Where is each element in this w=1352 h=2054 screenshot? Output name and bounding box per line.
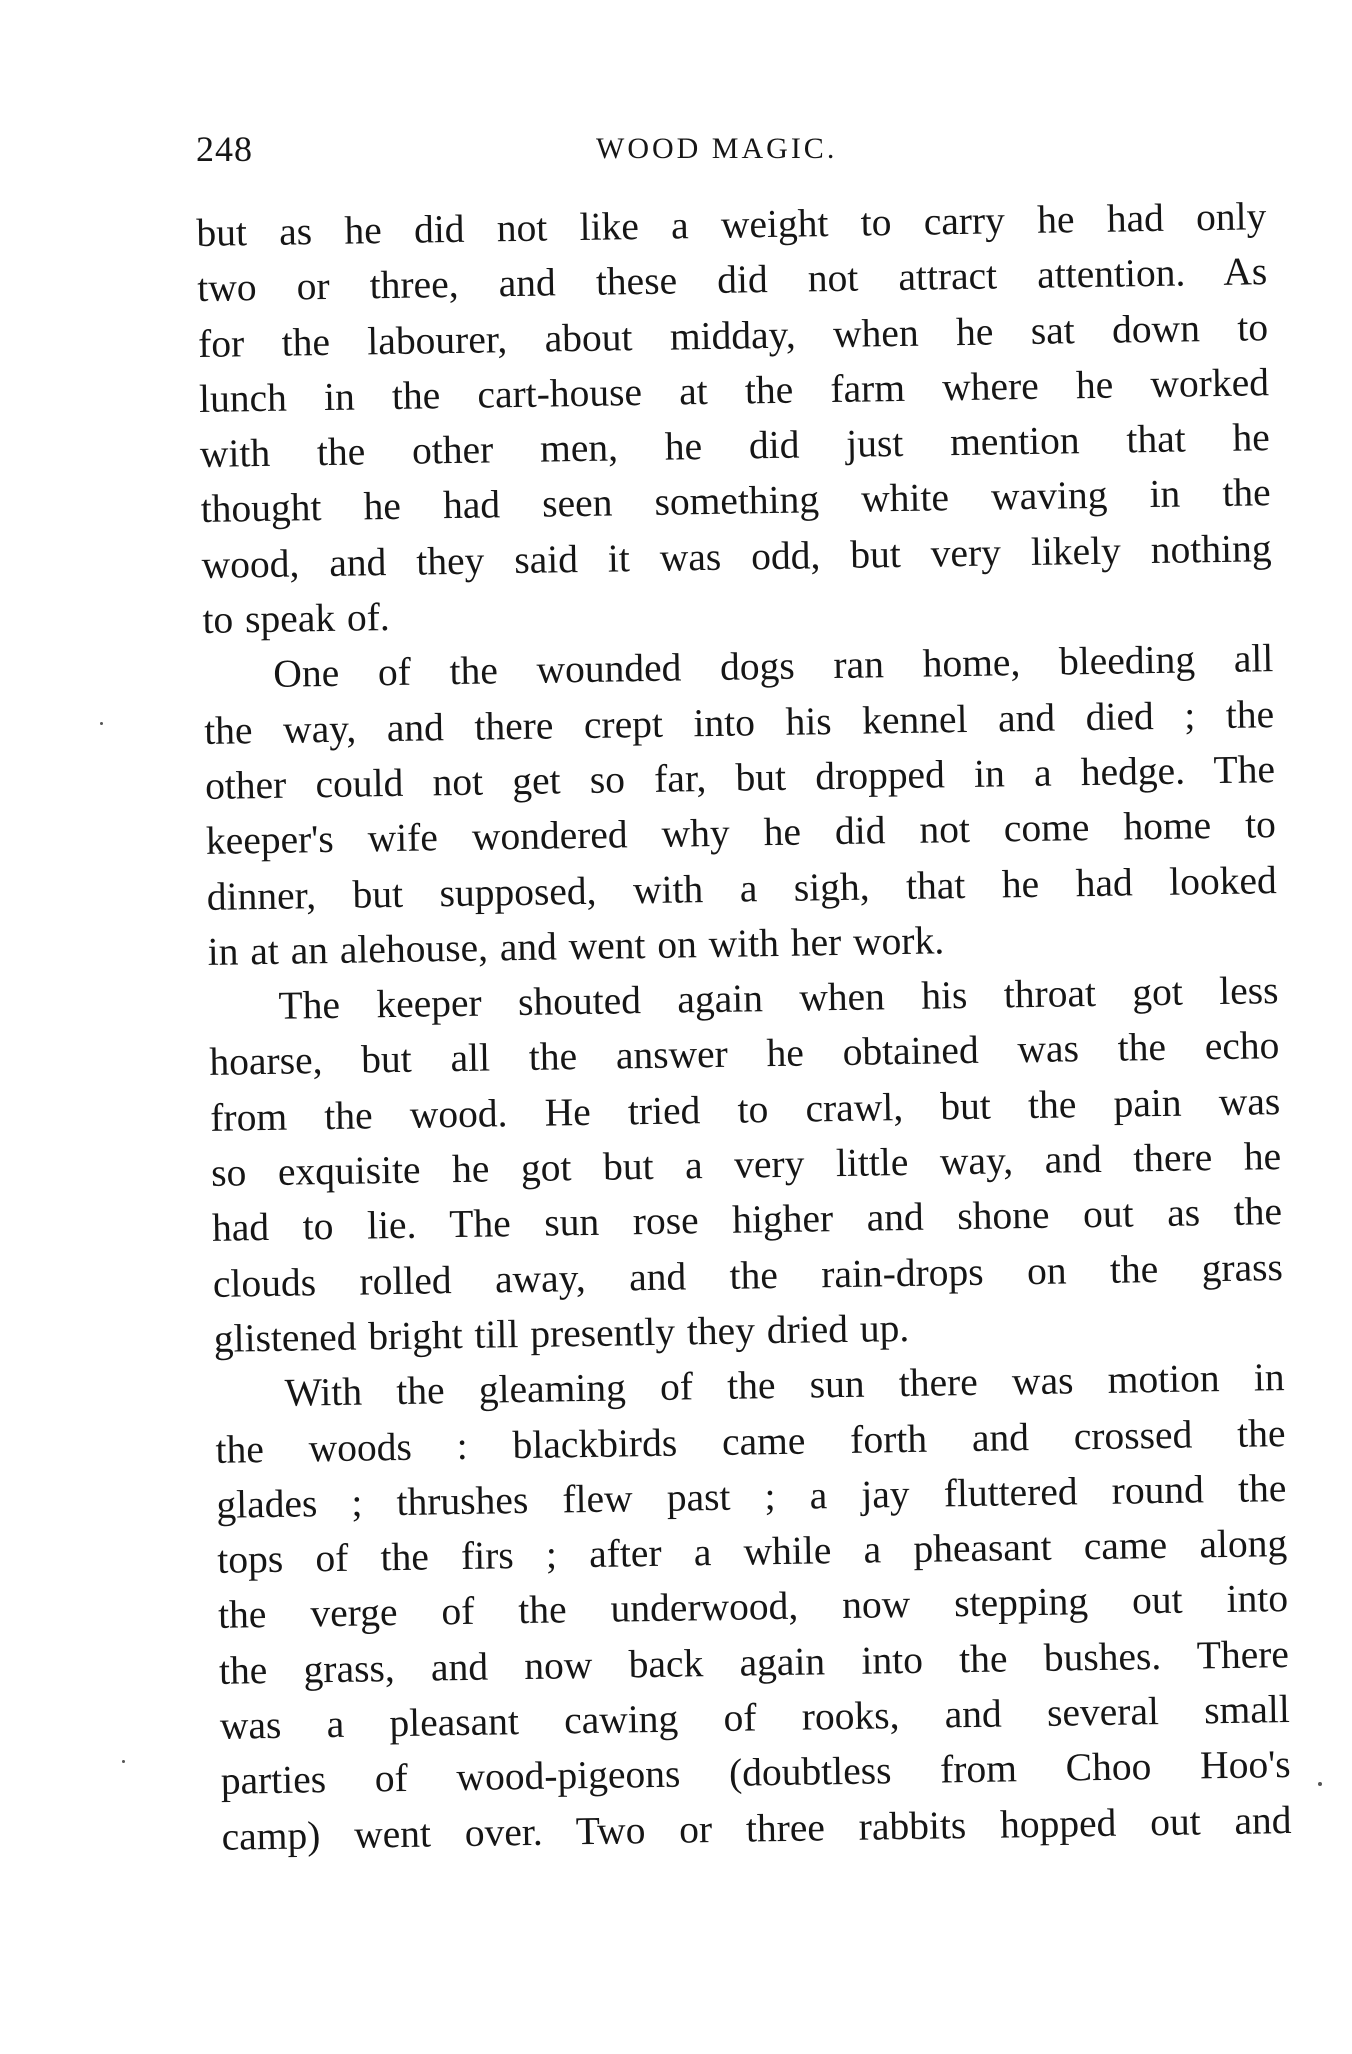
text-line: glistened bright till presently they dried up. — [213, 1305, 910, 1361]
text-line: to speak of. — [202, 595, 391, 643]
text-line: had to lie. The sun rose higher and shone out as the — [211, 1189, 1283, 1251]
text-line: from the wood. He tried to crawl, but the pain was — [209, 1078, 1281, 1140]
text-line: two or three, and these did not attract attention. As — [196, 249, 1268, 311]
text-line: wood, and they said it was odd, but very likely nothing — [201, 525, 1272, 587]
text-line: glades ; thrushes flew past ; a jay fluttered round the — [216, 1465, 1287, 1527]
text-line: One of the wounded dogs ran home, bleeding all — [273, 636, 1274, 697]
text-line: tops of the firs ; after a while a pheasant came along — [216, 1521, 1288, 1582]
running-head — [196, 128, 1276, 178]
text-line: thought he had seen something white waving in the — [200, 470, 1271, 532]
text-line: parties of wood-pigeons (doubtless from Choo Hoo's — [220, 1742, 1291, 1804]
text-line: with the other men, he did just mention that he — [199, 415, 1271, 477]
text-line: the way, and there crept into his kennel and died ; the — [203, 691, 1275, 753]
scan-speck — [122, 1760, 125, 1763]
text-line: keeper's wife wondered why he did not come home to — [205, 802, 1277, 864]
text-line: the verge of the underwood, now stepping out into — [217, 1576, 1289, 1638]
paragraph-1 — [196, 189, 1273, 648]
text-line: camp) went over. Two or three rabbits hopped out and — [221, 1797, 1292, 1859]
text-line: for the labourer, about midday, when he sat down to — [197, 304, 1269, 366]
text-line: was a pleasant cawing of rooks, and several small — [219, 1687, 1291, 1748]
text-line: hoarse, but all the answer he obtained was the echo — [209, 1023, 1280, 1085]
text-line: in at an alehouse, and went on with her work. — [207, 918, 945, 974]
text-line: the woods : blackbirds came forth and crossed the — [215, 1410, 1286, 1472]
text-line: dinner, but supposed, with a sigh, that he had looked — [206, 857, 1278, 919]
text-line: The keeper shouted again when his throat got less — [278, 968, 1279, 1028]
paragraph-4 — [214, 1350, 1292, 1864]
text-line: the grass, and now back again into the bushes. There — [218, 1631, 1290, 1693]
text-line: lunch in the cart-house at the farm where he worked — [198, 360, 1270, 421]
scan-speck — [100, 722, 103, 725]
paragraph-2 — [203, 632, 1278, 981]
text-line: but as he did not like a weight to carry he had only — [196, 194, 1267, 255]
text-line: clouds rolled away, and the rain-drops on the grass — [212, 1244, 1284, 1306]
text-line: other could not get so far, but dropped in a hedge. The — [204, 747, 1276, 808]
body-text — [196, 189, 1292, 1865]
text-line: With the gleaming of the sun there was motion in — [284, 1355, 1285, 1415]
running-title: WOOD MAGIC. — [596, 132, 838, 165]
page-number: 248 — [196, 129, 253, 169]
scan-speck — [1318, 1782, 1322, 1786]
paragraph-3 — [208, 963, 1284, 1367]
text-line: so exquisite he got but a very little way, and there he — [210, 1134, 1282, 1195]
